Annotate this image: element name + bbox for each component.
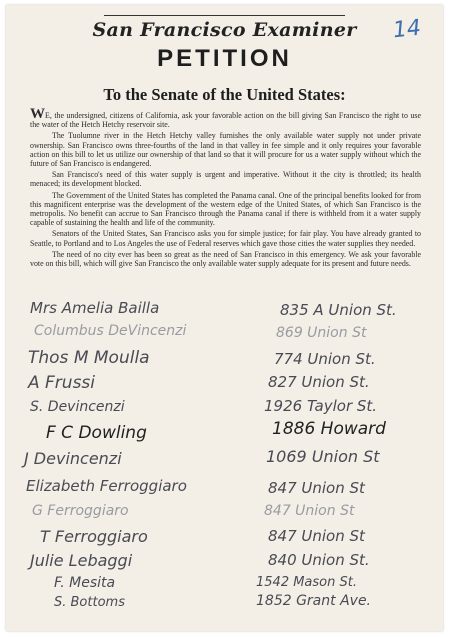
signature-address: 835 A Union St. <box>280 301 397 319</box>
petition-heading: To the Senate of the United States: <box>103 85 346 104</box>
paragraph-4: The Government of the United States has completed the Panama canal. One of the principal benefits looked for from this magnificent enterprise was the development of the western edge of the United States, of which San Francisco is the metropolis. No benefit can accrue to San Francisco through the Panama canal if there is withheld from it a water supply capable of sustaining the health and life of the community. <box>30 190 421 228</box>
signature-address: 827 Union St. <box>268 373 370 391</box>
paragraph-2: The Tuolumne river in the Hetch Hetchy valley furnishes the only available water supply not under private ownership. San Francisco owns three-fourths of the land in that valley in fee simple and it only requires your favorable action on this bill to let us utilize our ownership of that land so that it will procure for us a water supply without which the future of San Francisco is endangered. <box>30 131 421 169</box>
signature-address: 847 Union St <box>264 503 355 519</box>
signature-name: F C Dowling <box>46 423 147 443</box>
petition-title: PETITION <box>157 45 292 72</box>
masthead <box>6 11 443 41</box>
signature-name: Thos M Moulla <box>28 348 150 368</box>
signature-address: 847 Union St <box>268 479 365 497</box>
signature-name: G Ferroggiaro <box>32 503 129 519</box>
paragraph-6: The need of no city ever has been so great as the need of San Francisco in this emergency. We ask your favorable vote on this bill, which will give San Francisco the only available water supply adequate for its present and future needs. <box>30 249 421 269</box>
signature-address: 1069 Union St <box>266 447 380 466</box>
paragraph-3: San Francisco's need of this water supply is urgent and imperative. Without it the city is throttled; its health menaced; its development blocked. <box>30 170 421 189</box>
paragraph-5: Senators of the United States, San Francisco asks you for simple justice; for fair play. You have already granted to Seattle, to Portland and to Los Angeles the use of Federal reserves which gave those cities the water supplies they needed. <box>30 229 421 248</box>
signature-name: Julie Lebaggi <box>30 551 133 570</box>
drop-cap: W <box>30 106 45 122</box>
petition-body <box>30 106 421 270</box>
signature-address: 1926 Taylor St. <box>264 397 378 415</box>
signature-name: A Frussi <box>28 373 96 393</box>
signature-list <box>6 295 443 615</box>
signature-address: 1852 Grant Ave. <box>256 593 372 609</box>
signature-address: 774 Union St. <box>274 350 376 368</box>
masthead-rule <box>104 15 345 16</box>
paragraph-1-text: E, the undersigned, citizens of California, ask your favorable action on the bill giving San Francisco the right to use the water of the Hetch Hetchy reservoir site. <box>30 111 421 130</box>
signature-address: 869 Union St <box>276 325 367 341</box>
signature-name: J Devincenzi <box>24 449 122 468</box>
signature-address: 1542 Mason St. <box>256 575 357 590</box>
signature-name: S. Devincenzi <box>30 399 125 415</box>
signature-name: Mrs Amelia Bailla <box>30 299 160 317</box>
signature-address: 840 Union St. <box>268 551 370 569</box>
signature-name: F. Mesita <box>54 575 116 591</box>
petition-sheet <box>6 5 443 631</box>
signature-name: T Ferroggiaro <box>40 527 148 546</box>
signature-address: 847 Union St <box>268 527 365 545</box>
signature-name: Columbus DeVincenzi <box>34 323 187 339</box>
paragraph-1 <box>30 106 421 130</box>
handwritten-page-number: 14 <box>391 15 423 44</box>
signature-name: Elizabeth Ferroggiaro <box>26 477 187 495</box>
signature-name: S. Bottoms <box>54 595 125 610</box>
signature-address: 1886 Howard <box>272 419 386 439</box>
newspaper-name: San Francisco Examiner <box>92 19 357 41</box>
